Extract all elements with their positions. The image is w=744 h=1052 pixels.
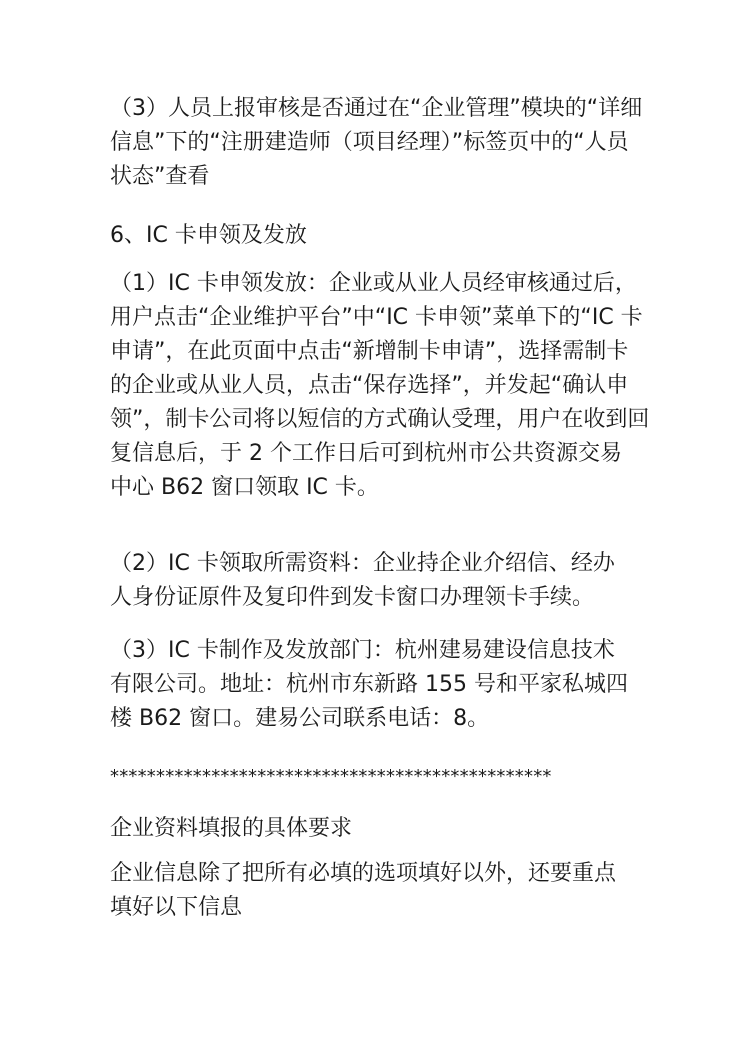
- text-line: 楼 B62 窗口。建易公司联系电话：8。: [110, 706, 490, 731]
- section-heading: 企业资料填报的具体要求: [110, 816, 353, 841]
- heading-requirements: [110, 812, 642, 846]
- text-line: （3）人员上报审核是否通过在“企业管理”模块的“详细: [110, 96, 643, 121]
- paragraph-ic-card-materials: [110, 547, 642, 615]
- text-line: 用户点击“企业维护平台”中“IC 卡申领”菜单下的“IC 卡: [110, 305, 643, 330]
- text-line: 有限公司。地址：杭州市东新路 155 号和平家私城四: [110, 672, 628, 697]
- text-line: 状态”查看: [110, 164, 210, 189]
- text-line: 复信息后，于 2 个工作日后可到杭州市公共资源交易: [110, 441, 622, 466]
- text-line: 申请”，在此页面中点击“新增制卡申请”，选择需制卡: [110, 339, 629, 364]
- text-line: 人身份证原件及复印件到发卡窗口办理领卡手续。: [110, 585, 595, 610]
- text-line: 企业信息除了把所有必填的选项填好以外，还要重点: [110, 861, 617, 886]
- paragraph-ic-card-apply: [110, 267, 650, 505]
- text-line: 领”，制卡公司将以短信的方式确认受理，用户在收到回: [110, 407, 650, 432]
- text-line: 信息”下的“注册建造师（项目经理）”标签页中的“人员: [110, 130, 629, 155]
- separator-line: [110, 760, 642, 794]
- text-line: 填好以下信息: [110, 895, 243, 920]
- text-line: （3）IC 卡制作及发放部门：杭州建易建设信息技术: [110, 638, 615, 663]
- paragraph-enterprise-info: [110, 857, 642, 925]
- text-line: （2）IC 卡领取所需资料：企业持企业介绍信、经办: [110, 551, 615, 576]
- section-heading: 6、IC 卡申领及发放: [110, 223, 307, 248]
- paragraph-ic-card-department: [110, 634, 642, 736]
- paragraph-person-status: [110, 92, 642, 194]
- heading-ic-card: [110, 219, 642, 253]
- asterisk-separator: ************************************************: [110, 766, 552, 787]
- text-line: （1）IC 卡申领发放：企业或从业人员经审核通过后，: [110, 271, 637, 296]
- text-line: 中心 B62 窗口领取 IC 卡。: [110, 475, 379, 500]
- text-line: 的企业或从业人员，点击“保存选择”，并发起“确认申: [110, 373, 629, 398]
